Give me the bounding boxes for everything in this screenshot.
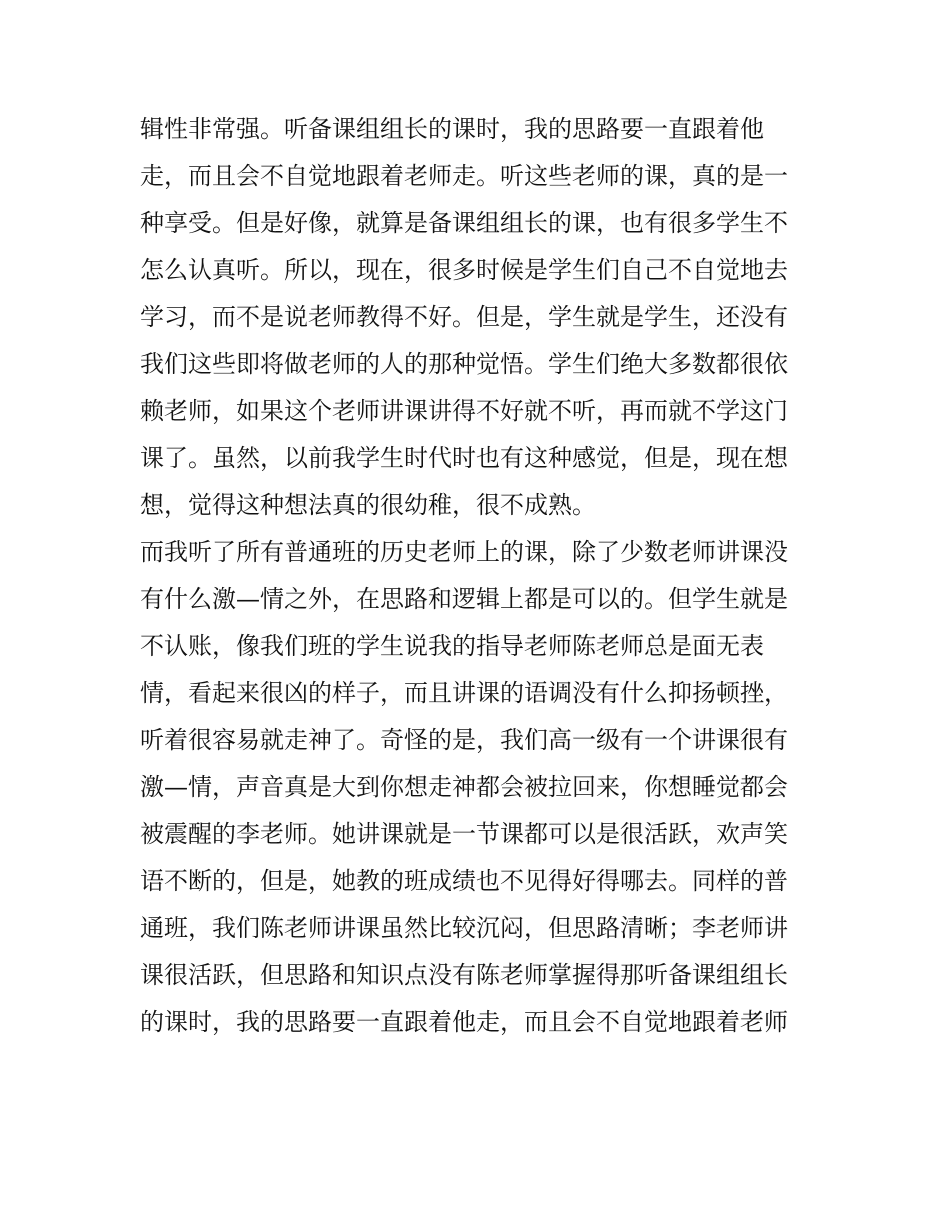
text-line: 的课时，我的思路要一直跟着他走，而且会不自觉地跟着老师 xyxy=(140,1008,788,1036)
text-line: 激—情，声音真是大到你想走神都会被拉回来，你想睡觉都会 xyxy=(140,773,788,801)
text-line: 听着很容易就走神了。奇怪的是，我们高一级有一个讲课很有 xyxy=(140,726,788,754)
text-line: 被震醒的李老师。她讲课就是一节课都可以是很活跃，欢声笑 xyxy=(140,820,788,848)
text-line: 课很活跃，但思路和知识点没有陈老师掌握得那听备课组组长 xyxy=(140,961,788,989)
body-text xyxy=(140,106,820,1046)
text-line: 而我听了所有普通班的历史老师上的课，除了少数老师讲课没 xyxy=(140,538,788,566)
text-line: 辑性非常强。听备课组组长的课时，我的思路要一直跟着他 xyxy=(140,115,764,143)
text-line: 语不断的，但是，她教的班成绩也不见得好得哪去。同样的普 xyxy=(140,867,788,895)
text-line: 不认账，像我们班的学生说我的指导老师陈老师总是面无表 xyxy=(140,632,764,660)
text-line: 有什么激—情之外，在思路和逻辑上都是可以的。但学生就是 xyxy=(140,585,788,613)
text-line: 走，而且会不自觉地跟着老师走。听这些老师的课，真的是一 xyxy=(140,162,788,190)
text-line: 怎么认真听。所以，现在，很多时候是学生们自己不自觉地去 xyxy=(140,256,788,284)
text-line: 赖老师，如果这个老师讲课讲得不好就不听，再而就不学这门 xyxy=(140,397,788,425)
text-line: 我们这些即将做老师的人的那种觉悟。学生们绝大多数都很依 xyxy=(140,350,788,378)
text-line: 课了。虽然，以前我学生时代时也有这种感觉，但是，现在想 xyxy=(140,444,788,472)
text-line: 想，觉得这种想法真的很幼稚，很不成熟。 xyxy=(140,491,596,519)
text-line: 通班，我们陈老师讲课虽然比较沉闷，但思路清晰；李老师讲 xyxy=(140,914,788,942)
text-line: 学习，而不是说老师教得不好。但是，学生就是学生，还没有 xyxy=(140,303,788,331)
text-line: 种享受。但是好像，就算是备课组组长的课，也有很多学生不 xyxy=(140,209,788,237)
text-line: 情，看起来很凶的样子，而且讲课的语调没有什么抑扬顿挫， xyxy=(140,679,788,707)
